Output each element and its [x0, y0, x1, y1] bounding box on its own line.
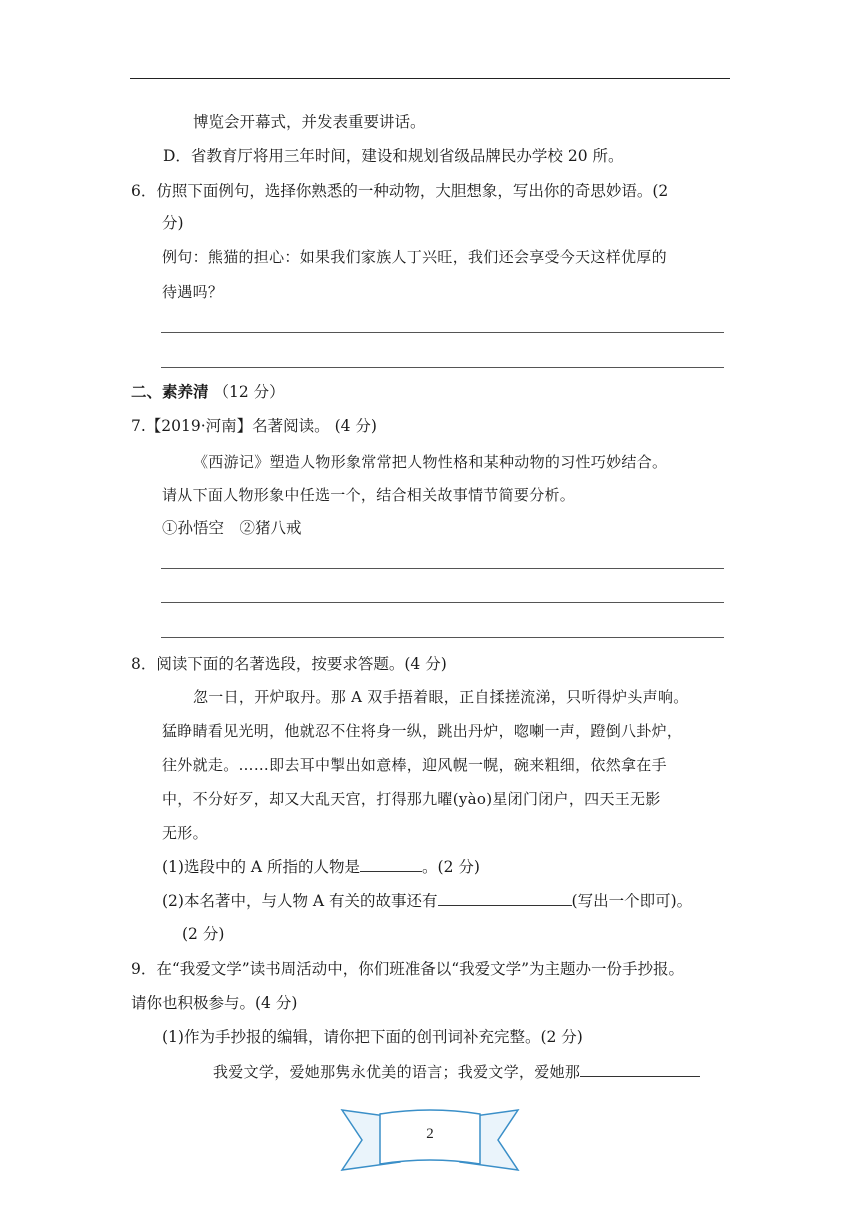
answer-line-7-2[interactable] [161, 602, 724, 603]
question-9-2-text: 我爱文学，爱她那隽永优美的语言；我爱文学，爱她那 [213, 1063, 581, 1081]
question-7-instruction: 请从下面人物形象中任选一个，结合相关故事情节简要分析。 [162, 486, 576, 504]
section-2-title: 二、素养清 [131, 382, 209, 401]
question-8-1-score: 。(2 分) [422, 858, 480, 876]
question-6-prompt: 6．仿照下面例句，选择你熟悉的一种动物，大胆想象，写出你的奇思妙语。(2 [131, 182, 669, 200]
page-footer [340, 1104, 520, 1176]
question-9-prompt: 9．在“我爱文学”读书周活动中，你们班准备以“我爱文学”为主题办一份手抄报。 [131, 960, 685, 978]
question-8-passage-2: 猛睁睛看见光明，他就忍不住将身一纵，跳出丹炉，唿喇一声，蹬倒八卦炉， [162, 722, 683, 740]
answer-line-7-3[interactable] [161, 637, 724, 638]
question-8-passage-3: 往外就走。……即去耳中掣出如意棒，迎风幌一幌，碗来粗细，依然拿在手 [162, 756, 667, 774]
question-8-2-blank[interactable] [438, 891, 572, 906]
question-7-prompt: 7.【2019·河南】名著阅读。 (4 分) [131, 417, 377, 435]
question-7-text: 《西游记》塑造人物形象常常把人物性格和某种动物的习性巧妙结合。 [193, 453, 668, 471]
section-2-heading [131, 382, 285, 402]
question-8-2 [162, 891, 692, 911]
question-6-score: 分) [162, 214, 184, 232]
question-7-options: ①孙悟空 ②猪八戒 [162, 519, 302, 537]
header-rule [130, 78, 730, 79]
question-8-1-text: (1)选段中的 A 所指的人物是 [162, 858, 361, 876]
question-8-2-score: (2 分) [182, 925, 225, 943]
question-8-1 [162, 857, 480, 877]
question-6-example: 例句：熊猫的担心：如果我们家族人丁兴旺，我们还会享受今天这样优厚的 [162, 248, 667, 266]
question-6-example-end: 待遇吗？ [162, 283, 224, 301]
answer-line-6-2[interactable] [161, 367, 724, 368]
question-8-passage-5: 无形。 [162, 824, 208, 842]
question-8-2-text: (2)本名著中，与人物 A 有关的故事还有 [162, 892, 438, 910]
question-9-prompt-end: 请你也积极参与。(4 分) [131, 994, 298, 1012]
option-d: D．省教育厅将用三年时间，建设和规划省级品牌民办学校 20 所。 [163, 147, 624, 165]
section-2-score: （12 分） [213, 383, 285, 401]
question-9-2 [213, 1062, 700, 1082]
answer-line-7-1[interactable] [161, 568, 724, 569]
answer-line-6-1[interactable] [161, 332, 724, 333]
question-8-2-note: (写出一个即可)。 [571, 892, 693, 910]
question-8-passage-1: 忽一日，开炉取丹。那 A 双手捂着眼，正自揉搓流涕，只听得炉头声响。 [193, 688, 689, 706]
question-8-passage-4: 中，不分好歹，却又大乱天宫，打得那九曜(yào)星闭门闭户，四天王无影 [162, 790, 661, 808]
question-8-prompt: 8．阅读下面的名著选段，按要求答题。(4 分) [131, 655, 447, 673]
option-c-continued: 博览会开幕式，并发表重要讲话。 [193, 113, 426, 131]
question-8-1-blank[interactable] [360, 857, 422, 872]
page-number: 2 [426, 1126, 434, 1142]
question-9-1: (1)作为手抄报的编辑，请你把下面的创刊词补充完整。(2 分) [162, 1028, 583, 1046]
question-9-2-blank[interactable] [580, 1062, 700, 1077]
